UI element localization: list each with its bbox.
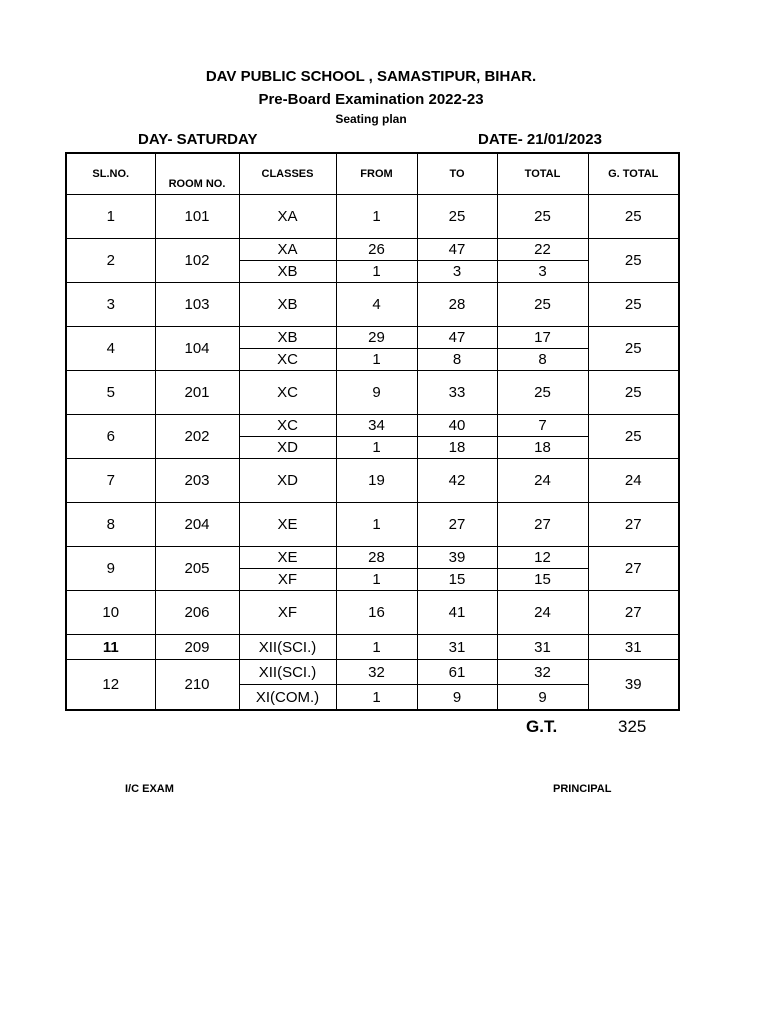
room-no-cell: 204 [155, 503, 239, 547]
sl-no-cell: 7 [66, 459, 155, 503]
total-cell: 24 [497, 459, 588, 503]
total-cell: 18 [497, 437, 588, 459]
total-cell: 9 [497, 685, 588, 711]
to-cell: 40 [417, 415, 497, 437]
class-cell: XC [239, 349, 336, 371]
room-no-cell: 202 [155, 415, 239, 459]
total-cell: 3 [497, 261, 588, 283]
room-no-cell: 206 [155, 591, 239, 635]
table-row [66, 635, 679, 660]
sl-no-cell: 3 [66, 283, 155, 327]
to-cell: 28 [417, 283, 497, 327]
from-cell: 19 [336, 459, 417, 503]
table-row [66, 327, 679, 349]
to-cell: 15 [417, 569, 497, 591]
sl-no-cell: 6 [66, 415, 155, 459]
total-cell: 31 [497, 635, 588, 660]
class-cell: XB [239, 327, 336, 349]
header-g-total: G. TOTAL [588, 153, 679, 195]
table-row [66, 547, 679, 569]
table-row [66, 503, 679, 547]
g-total-cell: 25 [588, 371, 679, 415]
class-cell: XI(COM.) [239, 685, 336, 711]
table-row [66, 239, 679, 261]
class-cell: XF [239, 591, 336, 635]
class-cell: XC [239, 371, 336, 415]
from-cell: 1 [336, 503, 417, 547]
grand-total-value: 325 [618, 717, 647, 736]
header-classes: CLASSES [239, 153, 336, 195]
to-cell: 41 [417, 591, 497, 635]
room-no-cell: 104 [155, 327, 239, 371]
class-cell: XB [239, 261, 336, 283]
g-total-cell: 25 [588, 239, 679, 283]
to-cell: 8 [417, 349, 497, 371]
to-cell: 25 [417, 195, 497, 239]
from-cell: 1 [336, 437, 417, 459]
class-cell: XB [239, 283, 336, 327]
table-row [66, 415, 679, 437]
to-cell: 61 [417, 660, 497, 685]
class-cell: XF [239, 569, 336, 591]
exam-day: DAY- SATURDAY [138, 131, 258, 148]
g-total-cell: 25 [588, 415, 679, 459]
from-cell: 16 [336, 591, 417, 635]
total-cell: 8 [497, 349, 588, 371]
class-cell: XE [239, 547, 336, 569]
principal-signature-label: PRINCIPAL [553, 783, 612, 795]
table-header-row [66, 153, 679, 195]
g-total-cell: 25 [588, 327, 679, 371]
class-cell: XC [239, 415, 336, 437]
sl-no-cell: 11 [66, 635, 155, 660]
g-total-cell: 31 [588, 635, 679, 660]
from-cell: 26 [336, 239, 417, 261]
room-no-cell: 102 [155, 239, 239, 283]
total-cell: 25 [497, 371, 588, 415]
to-cell: 9 [417, 685, 497, 711]
total-cell: 32 [497, 660, 588, 685]
room-no-cell: 205 [155, 547, 239, 591]
total-cell: 7 [497, 415, 588, 437]
table-row [66, 195, 679, 239]
from-cell: 28 [336, 547, 417, 569]
ic-exam-signature-label: I/C EXAM [125, 783, 174, 795]
g-total-cell: 27 [588, 591, 679, 635]
room-no-cell: 203 [155, 459, 239, 503]
to-cell: 47 [417, 327, 497, 349]
room-no-cell: 201 [155, 371, 239, 415]
from-cell: 1 [336, 635, 417, 660]
to-cell: 47 [417, 239, 497, 261]
sl-no-cell: 9 [66, 547, 155, 591]
from-cell: 1 [336, 195, 417, 239]
header-total: TOTAL [497, 153, 588, 195]
g-total-cell: 27 [588, 547, 679, 591]
document-subtitle: Seating plan [335, 112, 407, 126]
from-cell: 1 [336, 261, 417, 283]
exam-title: Pre-Board Examination 2022-23 [258, 91, 484, 108]
total-cell: 22 [497, 239, 588, 261]
from-cell: 1 [336, 349, 417, 371]
exam-date: DATE- 21/01/2023 [478, 131, 602, 148]
table-row [66, 283, 679, 327]
class-cell: XE [239, 503, 336, 547]
school-name: DAV PUBLIC SCHOOL , SAMASTIPUR, BIHAR. [205, 68, 537, 85]
table-row [66, 591, 679, 635]
sl-no-cell: 4 [66, 327, 155, 371]
header-from: FROM [336, 153, 417, 195]
total-cell: 12 [497, 547, 588, 569]
seating-table [65, 152, 680, 711]
g-total-cell: 25 [588, 195, 679, 239]
to-cell: 27 [417, 503, 497, 547]
room-no-cell: 103 [155, 283, 239, 327]
g-total-cell: 24 [588, 459, 679, 503]
to-cell: 31 [417, 635, 497, 660]
room-no-cell: 209 [155, 635, 239, 660]
sl-no-cell: 5 [66, 371, 155, 415]
from-cell: 4 [336, 283, 417, 327]
room-no-cell: 101 [155, 195, 239, 239]
class-cell: XD [239, 459, 336, 503]
g-total-cell: 25 [588, 283, 679, 327]
header-sl-no: SL.NO. [66, 153, 155, 195]
class-cell: XA [239, 239, 336, 261]
from-cell: 34 [336, 415, 417, 437]
to-cell: 33 [417, 371, 497, 415]
total-cell: 17 [497, 327, 588, 349]
table-row [66, 459, 679, 503]
room-no-cell: 210 [155, 660, 239, 711]
g-total-cell: 39 [588, 660, 679, 711]
total-cell: 25 [497, 283, 588, 327]
sl-no-cell: 12 [66, 660, 155, 711]
sl-no-cell: 10 [66, 591, 155, 635]
total-cell: 27 [497, 503, 588, 547]
table-row [66, 371, 679, 415]
table-row [66, 660, 679, 685]
to-cell: 3 [417, 261, 497, 283]
from-cell: 9 [336, 371, 417, 415]
class-cell: XII(SCI.) [239, 635, 336, 660]
class-cell: XA [239, 195, 336, 239]
to-cell: 18 [417, 437, 497, 459]
total-cell: 25 [497, 195, 588, 239]
g-total-cell: 27 [588, 503, 679, 547]
total-cell: 24 [497, 591, 588, 635]
class-cell: XD [239, 437, 336, 459]
total-cell: 15 [497, 569, 588, 591]
sl-no-cell: 2 [66, 239, 155, 283]
grand-total-label: G.T. [526, 717, 558, 736]
from-cell: 29 [336, 327, 417, 349]
header-room-no: ROOM NO. [155, 153, 239, 195]
sl-no-cell: 8 [66, 503, 155, 547]
from-cell: 1 [336, 569, 417, 591]
to-cell: 39 [417, 547, 497, 569]
sl-no-cell: 1 [66, 195, 155, 239]
from-cell: 1 [336, 685, 417, 711]
class-cell: XII(SCI.) [239, 660, 336, 685]
from-cell: 32 [336, 660, 417, 685]
header-to: TO [417, 153, 497, 195]
to-cell: 42 [417, 459, 497, 503]
